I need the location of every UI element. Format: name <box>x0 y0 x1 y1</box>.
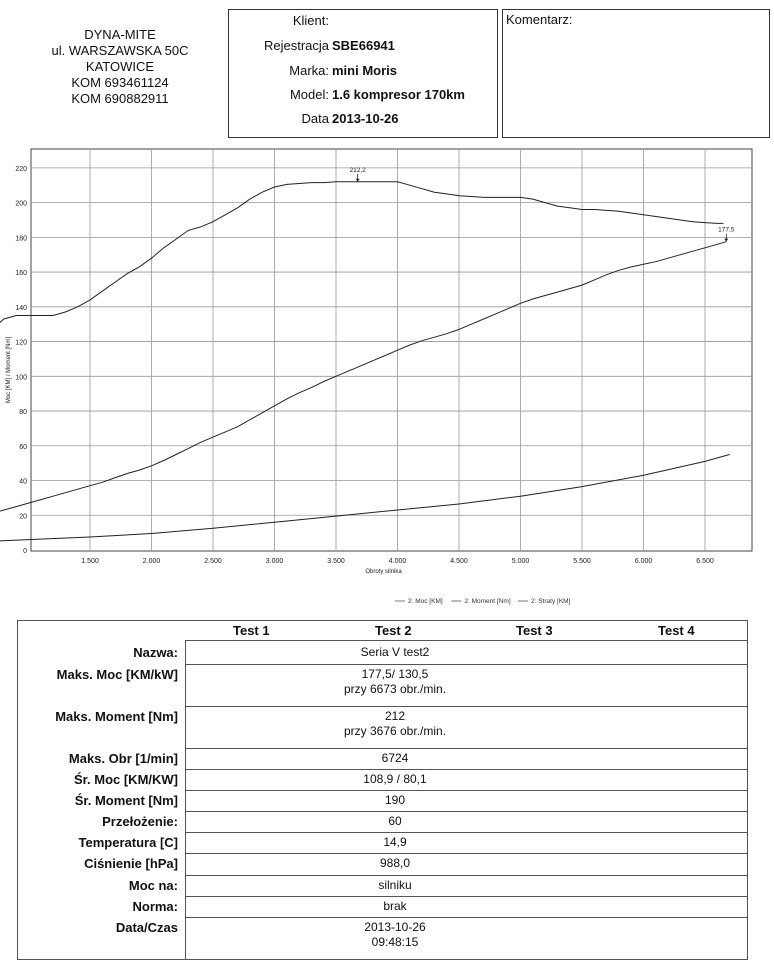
registration-row <box>229 38 499 58</box>
standard-value <box>185 899 605 914</box>
standard-label: Norma: <box>132 899 178 914</box>
make-row <box>229 63 499 83</box>
avg-power-label: Śr. Moc [KM/KW] <box>74 772 178 787</box>
value-line: 6724 <box>381 751 409 765</box>
value-line: 988,0 <box>379 856 411 870</box>
x-tick-label: 6.500 <box>696 558 714 565</box>
table-border-left <box>17 620 18 960</box>
test-1-header: Test 1 <box>233 623 270 638</box>
date-label: Data <box>301 111 329 126</box>
y-tick-label: 40 <box>19 478 27 486</box>
power-at-value <box>185 878 605 893</box>
row-divider <box>185 706 748 707</box>
registration-label: Rejestracja <box>263 38 329 53</box>
header-divider <box>185 640 748 641</box>
power-at-label: Moc na: <box>128 878 178 893</box>
y-tick-label: 20 <box>19 513 27 521</box>
make-value: mini Moris <box>332 63 398 78</box>
test-2-header: Test 2 <box>375 623 412 638</box>
results-table <box>17 620 748 960</box>
pressure-value <box>185 856 605 871</box>
x-tick-label: 6.000 <box>634 558 653 565</box>
power-curve <box>0 242 726 514</box>
value-line: przy 6673 obr./min. <box>343 682 447 696</box>
x-tick-label: 4.500 <box>450 558 468 565</box>
y-tick-label: 160 <box>15 270 27 278</box>
legend-entry: 2: Moment [Nm] <box>464 598 511 605</box>
max-power-label: Maks. Moc [KM/kW] <box>56 667 178 682</box>
legend-entry: 2: Moc [KM] <box>408 598 443 605</box>
row-divider <box>185 832 748 833</box>
y-tick-label: 140 <box>15 304 27 312</box>
max-rpm-value <box>185 751 605 766</box>
date-time-value <box>185 920 605 950</box>
row-divider <box>185 917 748 918</box>
value-line: przy 3676 obr./min. <box>343 724 447 738</box>
row-divider <box>185 790 748 791</box>
value-line: 2013-10-26 <box>364 920 426 934</box>
value-line: 14,9 <box>383 835 407 849</box>
value-line: silniku <box>378 878 412 892</box>
value-line: 212 <box>384 709 406 723</box>
max-torque-value <box>185 709 605 739</box>
name-label: Nazwa: <box>133 645 178 660</box>
company-city: KATOWICE <box>85 59 155 74</box>
model-value: 1.6 kompresor 170km <box>332 87 465 102</box>
client-info-box <box>228 9 498 138</box>
y-tick-label: 220 <box>15 165 27 173</box>
y-tick-label: 100 <box>15 374 27 382</box>
x-tick-label: 3.500 <box>327 558 345 565</box>
value-line: Seria V test2 <box>360 645 430 659</box>
comment-label: Komentarz: <box>506 12 573 27</box>
avg-power-value <box>185 772 605 787</box>
row-divider <box>185 811 748 812</box>
value-line: brak <box>383 899 407 913</box>
date-row <box>229 111 499 131</box>
client-label: Klient: <box>292 13 329 28</box>
test-3-header: Test 3 <box>516 623 553 638</box>
max-torque-label: Maks. Moment [Nm] <box>55 709 178 724</box>
row-divider <box>185 664 748 665</box>
row-divider <box>185 769 748 770</box>
y-tick-label: 120 <box>15 339 27 347</box>
gear-ratio-value <box>185 814 605 829</box>
comment-box <box>502 9 770 138</box>
x-tick-label: 5.500 <box>573 558 591 565</box>
legend-entry: 2: Straty [KM] <box>531 598 571 605</box>
table-border-top <box>17 620 748 621</box>
avg-torque-label: Śr. Moment [Nm] <box>74 793 178 808</box>
row-divider <box>185 748 748 749</box>
x-tick-label: 5.000 <box>511 558 530 565</box>
registration-value: SBE66941 <box>332 38 395 53</box>
gear-ratio-label: Przełożenie: <box>102 814 178 829</box>
avg-torque-value <box>185 793 605 808</box>
x-tick-label: 1.500 <box>81 558 99 565</box>
x-tick-label: 2.500 <box>204 558 222 565</box>
losses-curve <box>0 455 730 542</box>
peak-marker-arrow <box>724 239 728 242</box>
value-line: 60 <box>388 814 402 828</box>
company-address <box>30 27 210 107</box>
value-line: 09:48:15 <box>371 935 419 949</box>
make-label: Marka: <box>289 63 329 78</box>
pressure-label: Ciśnienie [hPa] <box>84 856 178 871</box>
company-phone-2: KOM 690882911 <box>71 91 169 106</box>
company-name: DYNA-MITE <box>84 27 156 42</box>
model-row <box>229 87 499 107</box>
company-street: ul. WARSZAWSKA 50C <box>51 43 189 58</box>
max-power-value <box>185 667 605 697</box>
max-rpm-label: Maks. Obr [1/min] <box>68 751 178 766</box>
date-time-label: Data/Czas <box>115 920 178 935</box>
row-divider <box>185 896 748 897</box>
temperature-label: Temperatura [C] <box>78 835 178 850</box>
peak-torque-label: 212,2 <box>349 166 366 174</box>
torque-curve <box>0 182 724 330</box>
date-value: 2013-10-26 <box>332 111 399 126</box>
y-tick-label: 180 <box>15 235 27 243</box>
peak-power-label: 177,5 <box>718 226 735 234</box>
row-divider <box>185 853 748 854</box>
dyno-chart <box>0 145 774 615</box>
y-tick-label: 0 <box>23 548 27 555</box>
y-tick-label: 200 <box>15 200 27 208</box>
x-tick-label: 2.000 <box>142 558 161 565</box>
model-label: Model: <box>289 87 329 102</box>
y-tick-label: 80 <box>19 409 27 417</box>
temperature-value <box>185 835 605 850</box>
test-4-header: Test 4 <box>658 623 695 638</box>
x-tick-label: 3.000 <box>265 558 284 565</box>
x-axis-label: Obroty silnika <box>365 569 402 575</box>
company-phone-1: KOM 693461124 <box>71 75 169 90</box>
value-line: 190 <box>384 793 406 807</box>
value-line: 177,5/ 130,5 <box>361 667 429 681</box>
value-line: 108,9 / 80,1 <box>363 772 427 786</box>
table-border-bottom <box>17 959 748 960</box>
x-tick-label: 4.000 <box>388 558 407 565</box>
name-value <box>185 645 605 660</box>
y-tick-label: 60 <box>19 443 27 451</box>
row-divider <box>185 875 748 876</box>
y-axis-label: Moc [KM] / Moment [Nm] <box>6 336 12 404</box>
client-row <box>229 13 499 33</box>
